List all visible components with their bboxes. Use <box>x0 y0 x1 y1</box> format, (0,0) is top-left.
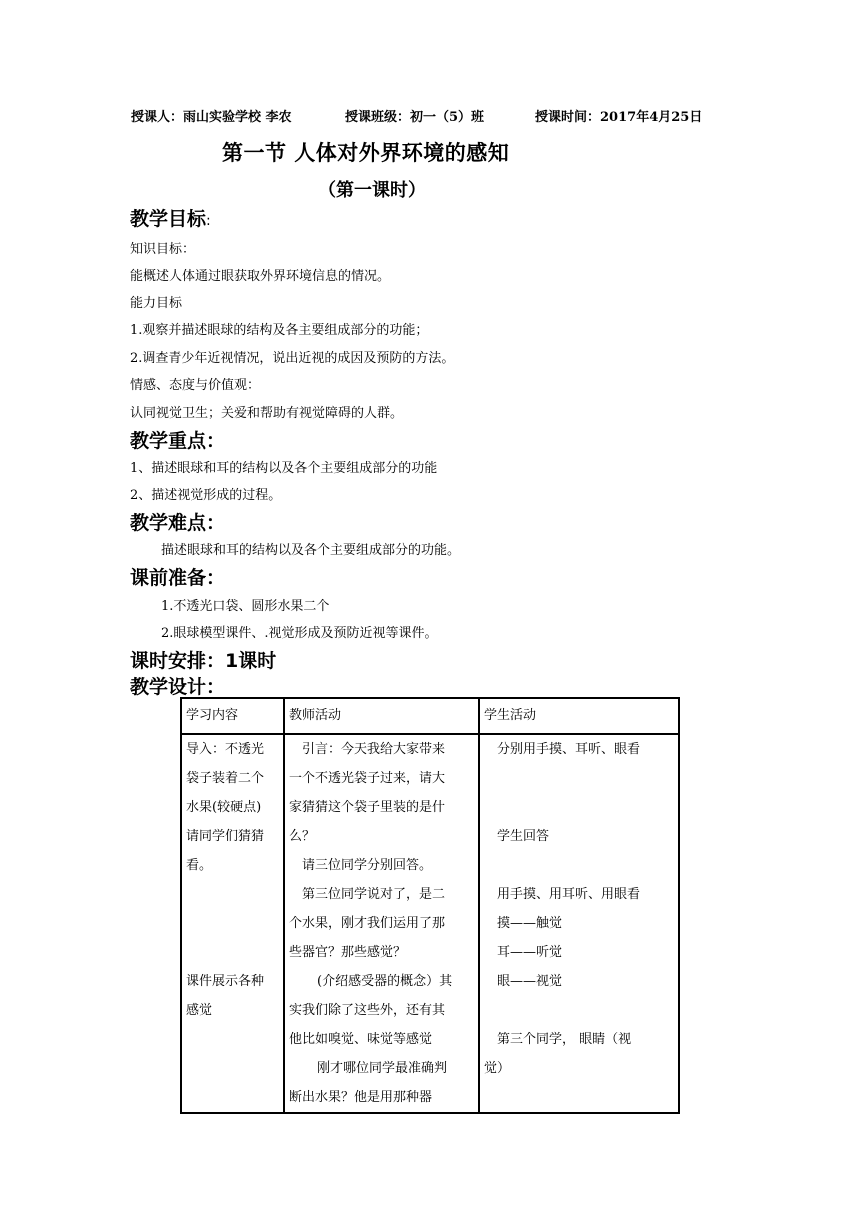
teacher-line: 引言：今天我给大家带来 <box>302 742 446 757</box>
design-heading: 教学设计： <box>130 676 226 698</box>
teacher-line: 些器官？那些感觉？ <box>289 945 407 960</box>
teacher-label: 授课人： <box>131 110 184 125</box>
teacher-info <box>131 106 292 125</box>
time-info <box>535 106 702 125</box>
objectives-heading-colon: : <box>206 213 211 229</box>
key-points-heading: 教学重点： <box>130 430 226 452</box>
ability-item-1: 1.观察并描述眼球的结构及各主要组成部分的功能； <box>130 323 429 338</box>
teacher-value: 雨山实验学校 李农 <box>183 110 292 125</box>
header-content: 学习内容 <box>181 698 284 734</box>
class-label: 授课班级： <box>345 110 411 125</box>
teacher-line: 断出水果？他是用那种器 <box>289 1090 433 1105</box>
design-table <box>180 697 680 1114</box>
teacher-line: 个水果，刚才我们运用了那 <box>289 916 446 931</box>
difficulties-heading: 教学难点： <box>130 512 226 534</box>
teacher-line: 请三位同学分别回答。 <box>302 858 433 873</box>
content-line: 水果(较硬点) <box>186 800 262 815</box>
knowledge-text: 能概述人体通过眼获取外界环境信息的情况。 <box>130 269 391 284</box>
student-line: 用手摸、用耳听、用眼看 <box>497 887 641 902</box>
student-line: 耳——听觉 <box>497 945 563 960</box>
time-value: 2017年4月25日 <box>600 110 703 125</box>
table-header-row <box>181 698 679 734</box>
student-line: 分别用手摸、耳听、眼看 <box>497 742 641 757</box>
content-cell <box>181 734 284 1113</box>
teacher-line: 一个不透光袋子过来，请大 <box>289 771 446 786</box>
preparation-heading: 课前准备： <box>130 567 226 589</box>
key-point-1: 1、描述眼球和耳的结构以及各个主要组成部分的功能 <box>130 461 438 476</box>
header-student: 学生活动 <box>479 698 679 734</box>
content-line: 袋子装着二个 <box>186 771 265 786</box>
emotion-label: 情感、态度与价值观： <box>130 378 261 393</box>
teacher-line: 他比如嗅觉、味觉等感觉 <box>289 1032 433 1047</box>
content-line: 课件展示各种 <box>186 974 265 989</box>
time-label: 授课时间： <box>535 110 601 125</box>
teacher-line: 第三位同学说对了，是二 <box>302 887 446 902</box>
class-value: 初一（5）班 <box>410 110 485 125</box>
objectives-heading-text: 教学目标 <box>130 208 207 230</box>
ability-label: 能力目标 <box>130 296 183 311</box>
difficulty-1: 描述眼球和耳的结构以及各个主要组成部分的功能。 <box>161 543 461 558</box>
page-subtitle: （第一课时） <box>318 180 426 201</box>
ability-item-2: 2.调查青少年近视情况，说出近视的成因及预防的方法。 <box>130 351 455 366</box>
class-info <box>345 106 484 125</box>
teacher-cell <box>284 734 479 1113</box>
student-cell <box>479 734 679 1113</box>
student-line: 第三个同学， 眼睛（视 <box>497 1032 632 1047</box>
key-point-2: 2、描述视觉形成的过程。 <box>130 488 282 503</box>
preparation-item-1: 1.不透光口袋、圆形水果二个 <box>161 599 330 614</box>
content-line: 请同学们猜猜 <box>186 829 265 844</box>
header-teacher: 教师活动 <box>284 698 479 734</box>
table-row <box>181 734 679 1113</box>
objectives-heading <box>130 204 211 231</box>
teacher-line: (介绍感受器的概念）其 <box>317 974 453 989</box>
student-line: 摸——触觉 <box>497 916 563 931</box>
teacher-line: 刚才哪位同学最准确判 <box>317 1061 448 1076</box>
student-line: 眼——视觉 <box>497 974 563 989</box>
page-title: 第一节 人体对外界环境的感知 <box>222 140 510 165</box>
student-line: 觉） <box>484 1061 511 1076</box>
emotion-text: 认同视觉卫生；关爱和帮助有视觉障碍的人群。 <box>130 406 404 421</box>
teacher-line: 家猜猜这个袋子里装的是什 <box>289 800 446 815</box>
preparation-item-2: 2.眼球模型课件、.视觉形成及预防近视等课件。 <box>161 626 438 641</box>
teacher-line: 么？ <box>289 829 316 844</box>
student-line: 学生回答 <box>497 829 550 844</box>
teacher-line: 实我们除了这些外，还有其 <box>289 1003 446 1018</box>
knowledge-label: 知识目标： <box>130 242 196 257</box>
content-line: 感觉 <box>186 1003 213 1018</box>
schedule-heading: 课时安排：1课时 <box>130 650 277 672</box>
content-line: 导入：不透光 <box>186 742 265 757</box>
content-line: 看。 <box>186 858 213 873</box>
